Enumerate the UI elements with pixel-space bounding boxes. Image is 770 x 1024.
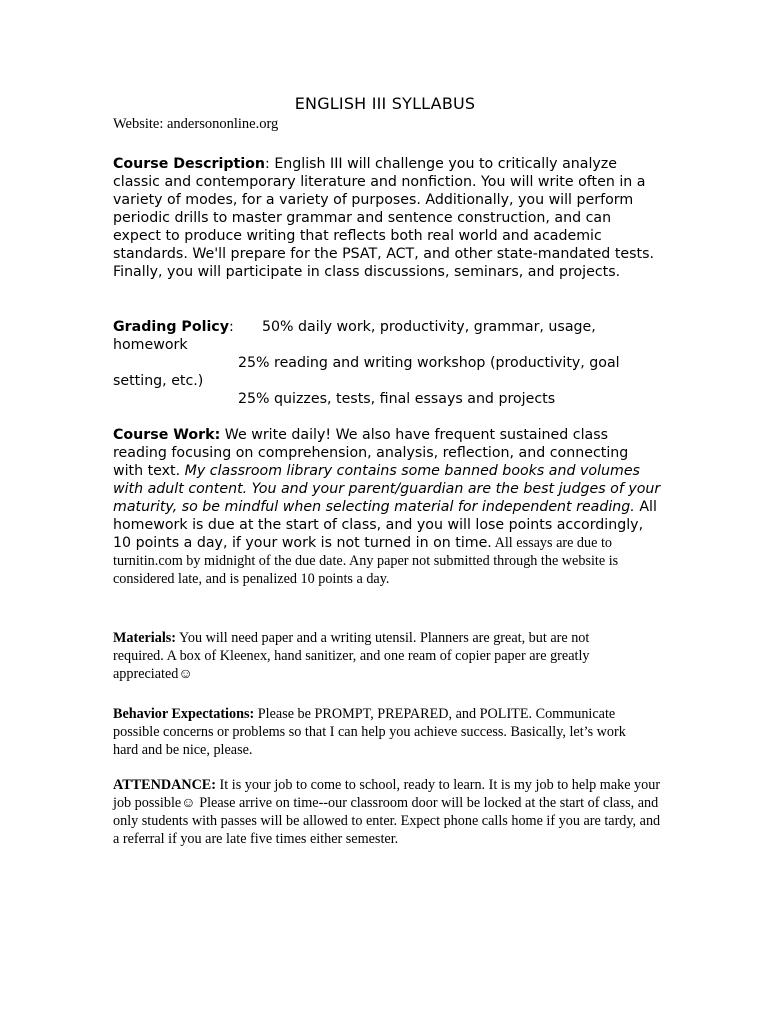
course-work-section bbox=[113, 426, 661, 588]
course-description-colon: : bbox=[265, 156, 270, 172]
attendance-section bbox=[113, 776, 661, 848]
materials-body: You will need paper and a writing utensil. Planners are great, but are not required. A box of Kleenex, hand sanitizer, and one ream of copier paper are greatly appreciated☺ bbox=[113, 630, 590, 682]
course-description-body: English III will challenge you to critically analyze classic and contemporary literature and nonfiction. You will write often in a variety of modes, for a variety of purposes. Additionally, you will perform periodic drills to master grammar and sentence construction, and can expect to produce writing that reflects both real world and academic standards. We'll prepare for the PSAT, ACT, and other state-mandated tests. Finally, you will participate in class discussions, seminars, and projects. bbox=[113, 156, 654, 280]
course-work-text-2: All homework is due at the start of class, and you will lose points accordingly, 10 points a day, if your work is not turned in on time. bbox=[113, 499, 657, 551]
course-description-heading: Course Description bbox=[113, 156, 266, 172]
grading-item-daily-work-wrap: homework bbox=[113, 337, 188, 353]
course-work-library-note: My classroom library contains some banned books and volumes with adult content. You and your parent/guardian are the best judges of your maturity, so be mindful when selecting material for independent reading. bbox=[113, 463, 661, 515]
materials-section bbox=[113, 629, 638, 683]
behavior-heading: Behavior Expectations: bbox=[113, 706, 255, 722]
grading-policy-heading: Grading Policy bbox=[113, 319, 229, 335]
grading-line-1 bbox=[113, 318, 234, 336]
course-work-essay-policy: All essays are due to turnitin.com by midnight of the due date. Any paper not submitted through the website is considered late, and is penalized 10 points a day. bbox=[113, 535, 619, 587]
grading-item-daily-work: 50% daily work, productivity, grammar, usage, bbox=[262, 319, 596, 335]
behavior-body: Please be PROMPT, PREPARED, and POLITE. Communicate possible concerns or problems so that I can help you achieve success. Basically, let’s work hard and be nice, please. bbox=[113, 706, 626, 758]
grading-item-quizzes: 25% quizzes, tests, final essays and projects bbox=[238, 391, 556, 407]
grading-item-workshop-wrap: setting, etc.) bbox=[113, 373, 204, 389]
attendance-body: It is your job to come to school, ready to learn. It is my job to help make your job possible☺ Please arrive on time--our classroom door will be locked at the start of class, and only students with passes will be allowed to enter. Expect phone calls home if you are tardy, and a referral if you are late five times either semester. bbox=[113, 777, 661, 847]
materials-heading: Materials: bbox=[113, 630, 177, 646]
behavior-section bbox=[113, 705, 633, 759]
page-title: ENGLISH III SYLLABUS bbox=[294, 94, 476, 113]
website-line: Website: andersononline.org bbox=[113, 116, 279, 132]
attendance-heading: ATTENDANCE: bbox=[113, 777, 216, 793]
course-work-heading: Course Work: bbox=[113, 427, 221, 443]
course-description-section bbox=[113, 155, 661, 281]
grading-item-workshop: 25% reading and writing workshop (productivity, goal bbox=[238, 355, 620, 371]
course-work-text-1: We write daily! We also have frequent sustained class reading focusing on comprehension, analysis, reflection, and connecting with text. bbox=[113, 427, 629, 479]
grading-policy-colon: : bbox=[228, 319, 234, 335]
